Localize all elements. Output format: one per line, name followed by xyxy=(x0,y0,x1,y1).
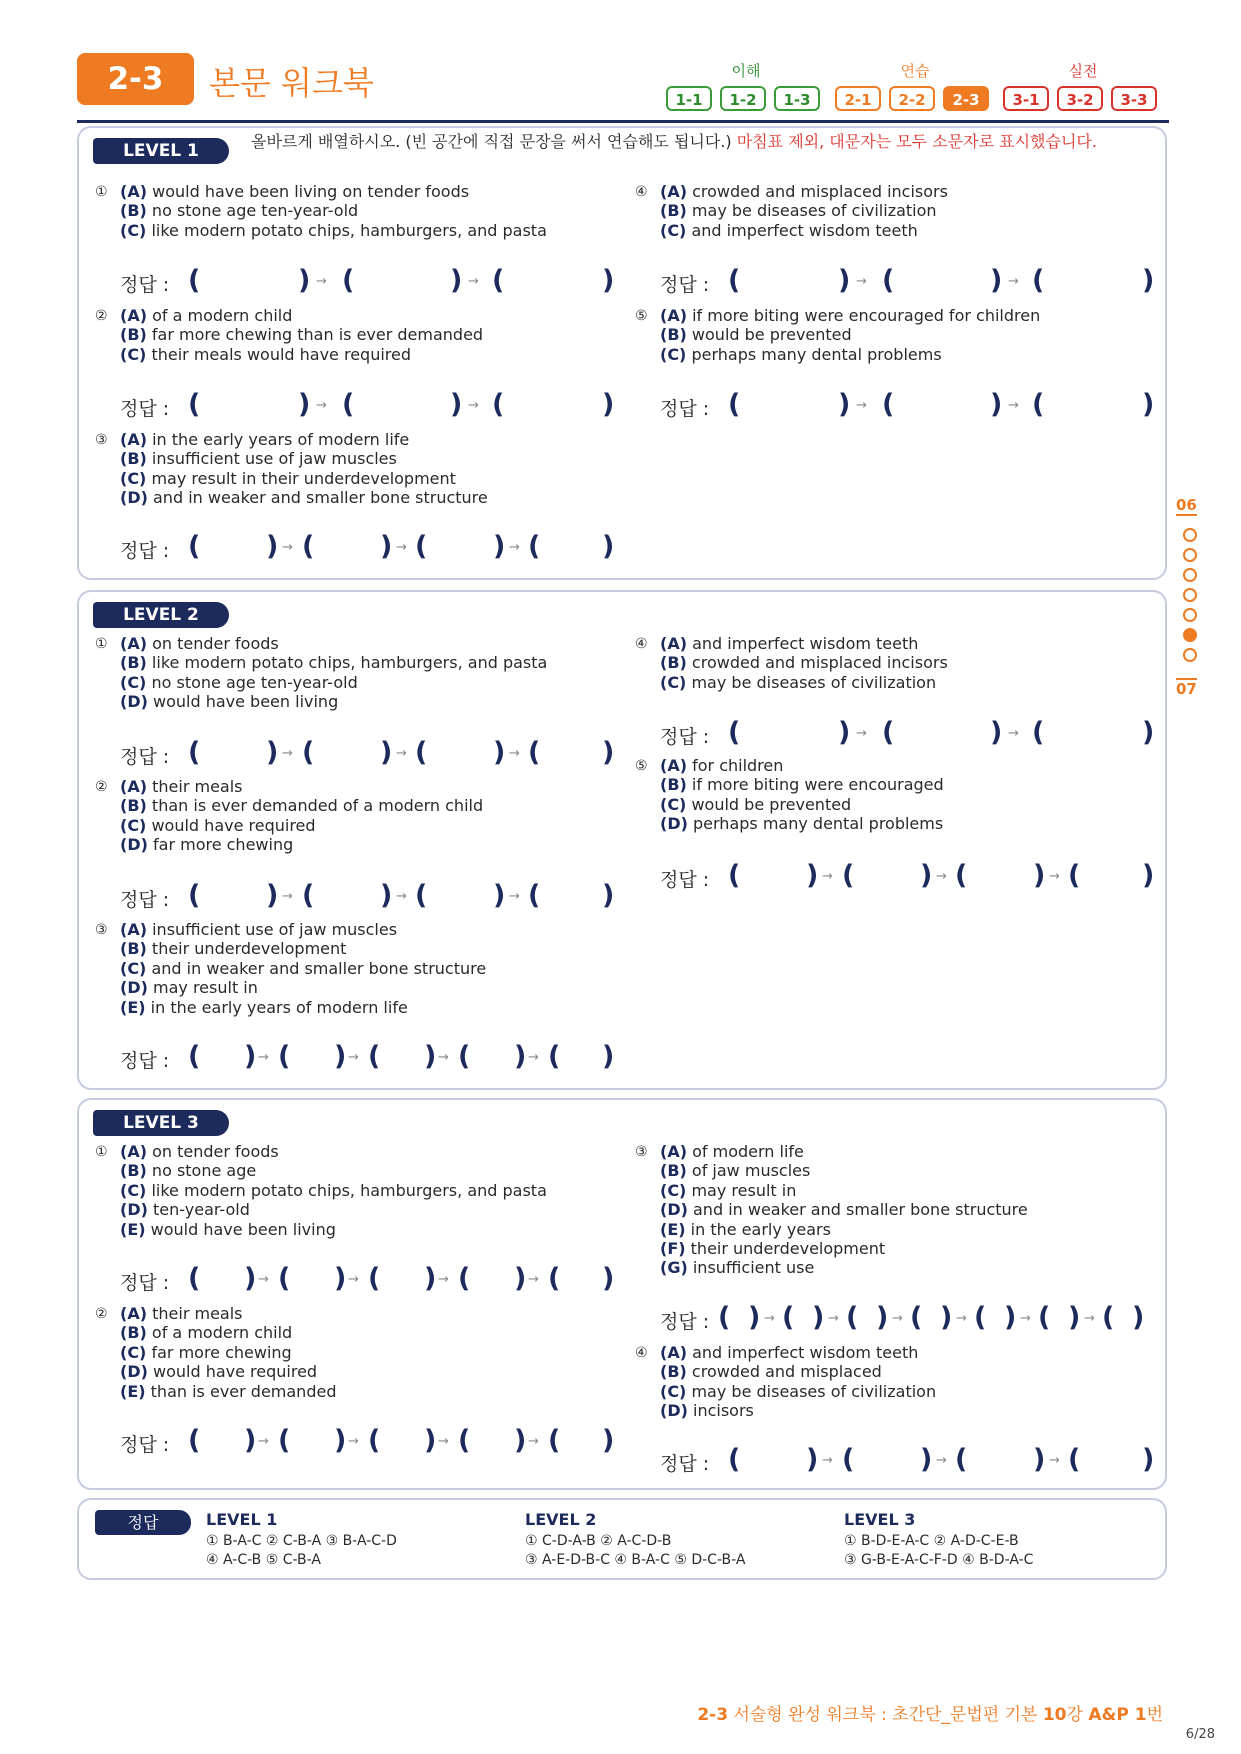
open-paren: ( xyxy=(1032,389,1045,420)
close-paren: ) xyxy=(806,860,819,891)
page-number: 6/28 xyxy=(1185,1727,1215,1742)
level1-q3-answer-blanks[interactable] xyxy=(120,531,615,564)
open-paren: ( xyxy=(1068,860,1081,891)
arrow-icon: → xyxy=(1049,1453,1060,1468)
open-paren: ( xyxy=(1038,1302,1051,1333)
level3-q3: ③ (A) of modern life (B) of jaw muscles (C) may result in (D) and in weaker and smaller bone structure (E) in the early years (F) their underdevelopment (G) insufficient use xyxy=(635,1142,1028,1278)
open-paren: ( xyxy=(955,860,968,891)
open-paren: ( xyxy=(302,880,315,911)
arrow-icon: → xyxy=(828,1311,839,1326)
open-paren: ( xyxy=(278,1263,291,1294)
arrow-icon: → xyxy=(892,1311,903,1326)
close-paren: ) xyxy=(990,389,1003,420)
open-paren: ( xyxy=(188,1041,201,1072)
close-paren: ) xyxy=(1142,265,1155,296)
arrow-icon: → xyxy=(396,540,407,555)
level1-q5: ⑤ (A) if more biting were encouraged for children (B) would be prevented (C) perhaps many dental problems xyxy=(635,306,1041,364)
open-paren: ( xyxy=(548,1263,561,1294)
arrow-icon: → xyxy=(282,540,293,555)
group-label-understand: 이해 xyxy=(731,62,761,80)
close-paren: ) xyxy=(838,265,851,296)
footer-caption: 2-3 서술형 완성 워크북 : 초간단_문법편 기본 10강 A&P 1번 xyxy=(697,1705,1163,1725)
answer-label: 정답 : xyxy=(120,1434,170,1456)
level3-tag: LEVEL 3 xyxy=(93,1110,229,1136)
open-paren: ( xyxy=(846,1302,859,1333)
arrow-icon: → xyxy=(348,1050,359,1065)
close-paren: ) xyxy=(1068,1302,1081,1333)
open-paren: ( xyxy=(458,1425,471,1456)
arrow-icon: → xyxy=(258,1272,269,1287)
nav-tab-3-2[interactable]: 3-2 xyxy=(1057,86,1103,111)
arrow-icon: → xyxy=(856,274,867,289)
open-paren: ( xyxy=(728,389,741,420)
arrow-icon: → xyxy=(936,869,947,884)
close-paren: ) xyxy=(514,1041,527,1072)
page-title: 본문 워크북 xyxy=(209,64,374,102)
open-paren: ( xyxy=(415,880,428,911)
open-paren: ( xyxy=(728,265,741,296)
open-paren: ( xyxy=(882,389,895,420)
arrow-icon: → xyxy=(468,398,479,413)
arrow-icon: → xyxy=(258,1434,269,1449)
level2-tag: LEVEL 2 xyxy=(93,602,229,628)
open-paren: ( xyxy=(188,1425,201,1456)
group-label-real: 실전 xyxy=(1068,62,1098,80)
answer-label: 정답 : xyxy=(120,889,170,911)
nav-tab-1-1[interactable]: 1-1 xyxy=(666,86,712,111)
progress-dot xyxy=(1183,568,1197,582)
close-paren: ) xyxy=(940,1302,953,1333)
answer-key-tag: 정답 xyxy=(95,1510,191,1535)
arrow-icon: → xyxy=(822,869,833,884)
progress-dot xyxy=(1183,548,1197,562)
open-paren: ( xyxy=(1032,265,1045,296)
close-paren: ) xyxy=(920,1444,933,1475)
close-paren: ) xyxy=(1142,860,1155,891)
level2-q3-answer-blanks[interactable] xyxy=(120,1041,615,1074)
answer-label: 정답 : xyxy=(660,1453,710,1475)
close-paren: ) xyxy=(334,1263,347,1294)
arrow-icon: → xyxy=(438,1050,449,1065)
progress-dot xyxy=(1183,628,1197,642)
close-paren: ) xyxy=(424,1425,437,1456)
open-paren: ( xyxy=(548,1425,561,1456)
level2-q2: ② (A) their meals (B) than is ever demanded of a modern child (C) would have required (D) far more chewing xyxy=(95,777,484,855)
nav-tab-2-2[interactable]: 2-2 xyxy=(889,86,935,111)
close-paren: ) xyxy=(602,531,615,562)
arrow-icon: → xyxy=(856,726,867,741)
open-paren: ( xyxy=(882,265,895,296)
level2-q5: ⑤ (A) for children (B) if more biting were encouraged (C) would be prevented (D) perhaps many dental problems xyxy=(635,756,944,834)
close-paren: ) xyxy=(380,531,393,562)
open-paren: ( xyxy=(188,389,201,420)
close-paren: ) xyxy=(838,389,851,420)
open-paren: ( xyxy=(1032,717,1045,748)
close-paren: ) xyxy=(602,1263,615,1294)
close-paren: ) xyxy=(1142,717,1155,748)
arrow-icon: → xyxy=(1020,1311,1031,1326)
close-paren: ) xyxy=(450,389,463,420)
level2-q1: ① (A) on tender foods (B) like modern potato chips, hamburgers, and pasta (C) no stone age ten-year-old (D) would have been living xyxy=(95,634,548,712)
open-paren: ( xyxy=(342,389,355,420)
close-paren: ) xyxy=(266,737,279,768)
level2-q3: ③ (A) insufficient use of jaw muscles (B) their underdevelopment (C) and in weaker and smaller bone structure (D) may result in (E) in the early years of modern life xyxy=(95,920,487,1017)
level3-q1-answer-blanks[interactable] xyxy=(120,1263,615,1296)
arrow-icon: → xyxy=(764,1311,775,1326)
level3-q2: ② (A) their meals (B) of a modern child (C) far more chewing (D) would have required (E) than is ever demanded xyxy=(95,1304,337,1401)
close-paren: ) xyxy=(602,265,615,296)
nav-tab-3-1[interactable]: 3-1 xyxy=(1003,86,1049,111)
arrow-icon: → xyxy=(936,1453,947,1468)
arrow-icon: → xyxy=(316,274,327,289)
close-paren: ) xyxy=(748,1302,761,1333)
level1-q4-answer-blanks[interactable] xyxy=(660,265,1155,298)
answer-key-level1: LEVEL 1 ① B-A-C ② C-B-A ③ B-A-C-D ④ A-C-B ⑤ C-B-A xyxy=(206,1510,397,1568)
level2-q1-answer-blanks[interactable] xyxy=(120,737,615,770)
nav-tab-3-3[interactable]: 3-3 xyxy=(1111,86,1157,111)
open-paren: ( xyxy=(528,880,541,911)
arrow-icon: → xyxy=(468,274,479,289)
level3-q2-answer-blanks[interactable] xyxy=(120,1425,615,1458)
open-paren: ( xyxy=(188,880,201,911)
close-paren: ) xyxy=(602,389,615,420)
answer-label: 정답 : xyxy=(660,869,710,891)
level1-q5-answer-blanks[interactable] xyxy=(660,389,1155,422)
open-paren: ( xyxy=(955,1444,968,1475)
arrow-icon: → xyxy=(258,1050,269,1065)
answer-label: 정답 : xyxy=(120,274,170,296)
arrow-icon: → xyxy=(856,398,867,413)
close-paren: ) xyxy=(424,1041,437,1072)
answer-label: 정답 : xyxy=(120,540,170,562)
answer-key-panel xyxy=(77,1498,1167,1580)
close-paren: ) xyxy=(334,1425,347,1456)
close-paren: ) xyxy=(1142,1444,1155,1475)
level3-q3-answer-blanks[interactable] xyxy=(660,1302,1150,1335)
close-paren: ) xyxy=(334,1041,347,1072)
close-paren: ) xyxy=(244,1263,257,1294)
open-paren: ( xyxy=(728,860,741,891)
close-paren: ) xyxy=(1033,1444,1046,1475)
level2-q4: ④ (A) and imperfect wisdom teeth (B) crowded and misplaced incisors (C) may be diseases of civilization xyxy=(635,634,948,692)
level3-q4: ④ (A) and imperfect wisdom teeth (B) crowded and misplaced (C) may be diseases of civilization (D) incisors xyxy=(635,1343,937,1421)
open-paren: ( xyxy=(368,1041,381,1072)
close-paren: ) xyxy=(1004,1302,1017,1333)
arrow-icon: → xyxy=(528,1434,539,1449)
close-paren: ) xyxy=(298,389,311,420)
close-paren: ) xyxy=(602,1041,615,1072)
open-paren: ( xyxy=(415,737,428,768)
open-paren: ( xyxy=(278,1041,291,1072)
open-paren: ( xyxy=(548,1041,561,1072)
open-paren: ( xyxy=(368,1425,381,1456)
close-paren: ) xyxy=(602,880,615,911)
level3-q1: ① (A) on tender foods (B) no stone age (C) like modern potato chips, hamburgers, and pasta (D) ten-year-old (E) would have been living xyxy=(95,1142,547,1239)
level1-q2-answer-blanks[interactable] xyxy=(120,389,615,422)
close-paren: ) xyxy=(244,1041,257,1072)
close-paren: ) xyxy=(493,880,506,911)
close-paren: ) xyxy=(450,265,463,296)
open-paren: ( xyxy=(342,265,355,296)
arrow-icon: → xyxy=(282,889,293,904)
progress-dot xyxy=(1183,528,1197,542)
close-paren: ) xyxy=(806,1444,819,1475)
arrow-icon: → xyxy=(1008,274,1019,289)
answer-label: 정답 : xyxy=(660,398,710,420)
close-paren: ) xyxy=(990,265,1003,296)
arrow-icon: → xyxy=(822,1453,833,1468)
close-paren: ) xyxy=(514,1263,527,1294)
answer-key-level3: LEVEL 3 ① B-D-E-A-C ② A-D-C-E-B ③ G-B-E-A-C-F-D ④ B-D-A-C xyxy=(844,1510,1034,1568)
arrow-icon: → xyxy=(528,1050,539,1065)
open-paren: ( xyxy=(302,531,315,562)
nav-tab-2-1[interactable]: 2-1 xyxy=(835,86,881,111)
open-paren: ( xyxy=(458,1041,471,1072)
close-paren: ) xyxy=(380,880,393,911)
close-paren: ) xyxy=(380,737,393,768)
side-page-bottom: 07 xyxy=(1176,680,1197,698)
arrow-icon: → xyxy=(1084,1311,1095,1326)
open-paren: ( xyxy=(782,1302,795,1333)
open-paren: ( xyxy=(188,531,201,562)
open-paren: ( xyxy=(368,1263,381,1294)
open-paren: ( xyxy=(528,737,541,768)
arrow-icon: → xyxy=(396,746,407,761)
open-paren: ( xyxy=(492,265,505,296)
answer-label: 정답 : xyxy=(660,1311,710,1333)
arrow-icon: → xyxy=(956,1311,967,1326)
close-paren: ) xyxy=(990,717,1003,748)
open-paren: ( xyxy=(188,737,201,768)
level2-q4-answer-blanks[interactable] xyxy=(660,717,1155,750)
open-paren: ( xyxy=(278,1425,291,1456)
progress-dot xyxy=(1183,648,1197,662)
close-paren: ) xyxy=(1033,860,1046,891)
arrow-icon: → xyxy=(438,1434,449,1449)
open-paren: ( xyxy=(188,265,201,296)
arrow-icon: → xyxy=(1049,869,1060,884)
close-paren: ) xyxy=(812,1302,825,1333)
open-paren: ( xyxy=(1102,1302,1115,1333)
close-paren: ) xyxy=(1142,389,1155,420)
arrow-icon: → xyxy=(282,746,293,761)
open-paren: ( xyxy=(974,1302,987,1333)
progress-dot xyxy=(1183,588,1197,602)
arrow-icon: → xyxy=(396,889,407,904)
answer-label: 정답 : xyxy=(660,274,710,296)
arrow-icon: → xyxy=(348,1272,359,1287)
close-paren: ) xyxy=(266,880,279,911)
answer-label: 정답 : xyxy=(120,1050,170,1072)
progress-dot xyxy=(1183,608,1197,622)
arrow-icon: → xyxy=(509,540,520,555)
level1-panel xyxy=(77,126,1167,580)
level2-panel xyxy=(77,590,1167,1090)
header-divider xyxy=(77,120,1169,123)
open-paren: ( xyxy=(302,737,315,768)
level1-instruction: 올바르게 배열하시오. (빈 공간에 직접 문장을 써서 연습해도 됩니다.) 마침표 제외, 대문자는 모두 소문자로 표시했습니다. xyxy=(251,132,1097,151)
close-paren: ) xyxy=(602,1425,615,1456)
nav-tab-2-3-active[interactable]: 2-3 xyxy=(943,86,989,111)
arrow-icon: → xyxy=(509,746,520,761)
open-paren: ( xyxy=(718,1302,731,1333)
level3-q4-answer-blanks[interactable] xyxy=(660,1444,1155,1477)
level1-tag: LEVEL 1 xyxy=(93,138,229,164)
open-paren: ( xyxy=(842,860,855,891)
open-paren: ( xyxy=(842,1444,855,1475)
nav-tab-1-3[interactable]: 1-3 xyxy=(774,86,820,111)
answer-label: 정답 : xyxy=(120,398,170,420)
arrow-icon: → xyxy=(509,889,520,904)
close-paren: ) xyxy=(493,737,506,768)
close-paren: ) xyxy=(838,717,851,748)
level2-q2-answer-blanks[interactable] xyxy=(120,880,615,913)
arrow-icon: → xyxy=(1008,398,1019,413)
level1-q1-answer-blanks[interactable] xyxy=(120,265,615,298)
open-paren: ( xyxy=(728,717,741,748)
close-paren: ) xyxy=(266,531,279,562)
level2-q5-answer-blanks[interactable] xyxy=(660,860,1155,893)
close-paren: ) xyxy=(244,1425,257,1456)
close-paren: ) xyxy=(602,737,615,768)
answer-label: 정답 : xyxy=(120,746,170,768)
close-paren: ) xyxy=(1132,1302,1145,1333)
level1-q2: ② (A) of a modern child (B) far more chewing than is ever demanded (C) their meals would have required xyxy=(95,306,484,364)
close-paren: ) xyxy=(514,1425,527,1456)
close-paren: ) xyxy=(493,531,506,562)
answer-label: 정답 : xyxy=(120,1272,170,1294)
open-paren: ( xyxy=(910,1302,923,1333)
section-badge: 2-3 xyxy=(77,53,194,105)
open-paren: ( xyxy=(728,1444,741,1475)
arrow-icon: → xyxy=(528,1272,539,1287)
level3-panel xyxy=(77,1098,1167,1490)
level1-q1: ① (A) would have been living on tender foods (B) no stone age ten-year-old (C) like modern potato chips, hamburgers, and pasta xyxy=(95,182,547,240)
group-label-practice: 연습 xyxy=(900,62,930,80)
arrow-icon: → xyxy=(316,398,327,413)
close-paren: ) xyxy=(876,1302,889,1333)
arrow-icon: → xyxy=(438,1272,449,1287)
open-paren: ( xyxy=(415,531,428,562)
open-paren: ( xyxy=(1068,1444,1081,1475)
arrow-icon: → xyxy=(1008,726,1019,741)
close-paren: ) xyxy=(424,1263,437,1294)
open-paren: ( xyxy=(188,1263,201,1294)
answer-key-level2: LEVEL 2 ① C-D-A-B ② A-C-D-B ③ A-E-D-B-C ④ B-A-C ⑤ D-C-B-A xyxy=(525,1510,746,1568)
nav-tab-1-2[interactable]: 1-2 xyxy=(720,86,766,111)
answer-label: 정답 : xyxy=(660,726,710,748)
close-paren: ) xyxy=(298,265,311,296)
level1-q4: ④ (A) crowded and misplaced incisors (B) may be diseases of civilization (C) and imperfect wisdom teeth xyxy=(635,182,948,240)
side-page-top: 06 xyxy=(1176,496,1197,514)
close-paren: ) xyxy=(920,860,933,891)
open-paren: ( xyxy=(458,1263,471,1294)
open-paren: ( xyxy=(492,389,505,420)
arrow-icon: → xyxy=(348,1434,359,1449)
level1-q3: ③ (A) in the early years of modern life (B) insufficient use of jaw muscles (C) may result in their underdevelopment (D) and in weaker and smaller bone structure xyxy=(95,430,488,508)
open-paren: ( xyxy=(882,717,895,748)
open-paren: ( xyxy=(528,531,541,562)
